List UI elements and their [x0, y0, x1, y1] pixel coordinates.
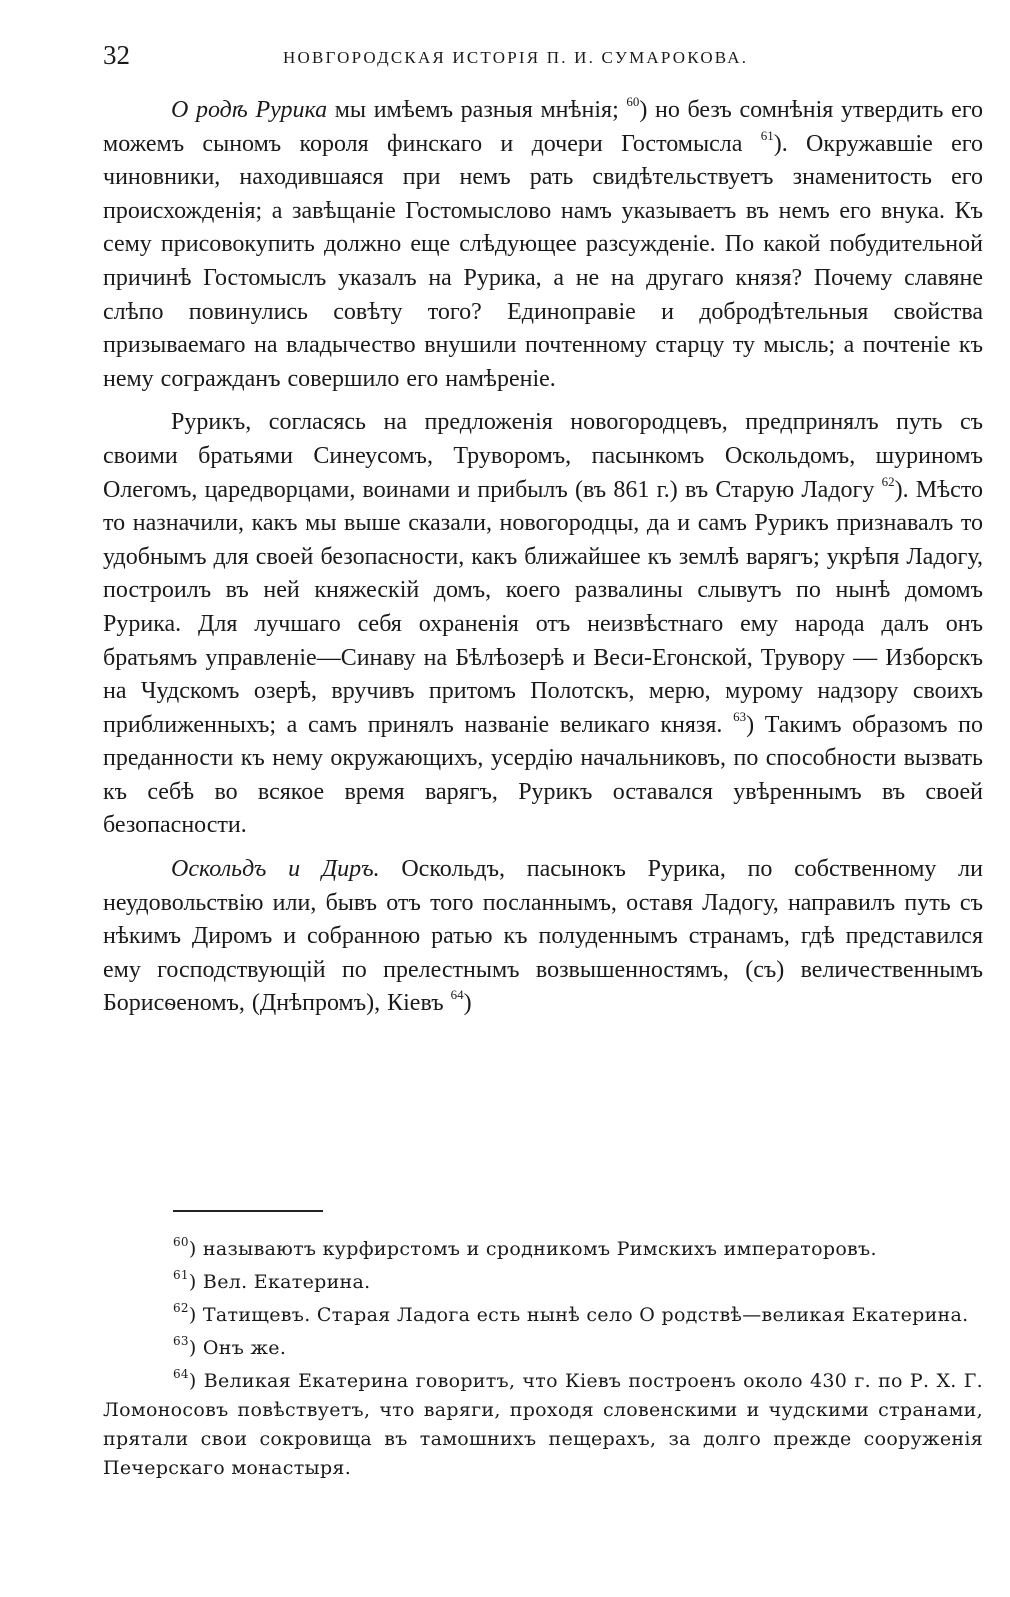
- footnote-ref[interactable]: 60: [626, 94, 640, 109]
- footnote: [103, 1268, 983, 1297]
- footnote-text: ) называютъ курфирстомъ и сродникомъ Римскихъ императоровъ.: [188, 1238, 877, 1260]
- paragraph-gap: [103, 396, 983, 406]
- footnote-text: ) Вел. Екатерина.: [188, 1271, 371, 1293]
- paragraph-gap: [103, 843, 983, 853]
- text-run: ): [463, 990, 472, 1017]
- main-text: [103, 94, 983, 1021]
- text-run: ). Окружавшіе его чиновники, находившаяся при немъ рать свидѣтельствуетъ знаменитость его происхожденія; а завѣщаніе Гостомыслово намъ указываетъ въ немъ его внука. Къ сему присовокупить должно еще слѣдующее разсужденіе. По какой побудительной причинѣ Гостомыслъ указалъ на Рурика, а не на другаго князя? Почему славяне слѣпо повинулись совѣту того? Единоправіе и добродѣтельныя свойства призываемаго на владычество внушили почтенному старцу ту мысль; а почтеніе къ нему согражданъ совершило его намѣреніе.: [103, 130, 983, 392]
- footnote: [103, 1334, 983, 1363]
- footnote: [103, 1301, 983, 1330]
- paragraph-lead: О родѣ Рурика: [171, 97, 328, 123]
- footnote-text: ) Татищевъ. Старая Ладога есть нынѣ село О родствѣ—великая Екатерина.: [188, 1304, 969, 1326]
- text-run: Оскольдъ, пасынокъ Рурика, по собственному ли неудовольствію или, бывъ отъ того посланнымъ, оставя Ладогу, направилъ путь съ нѣкимъ Диромъ и собранною ратью къ полуденнымъ странамъ, гдѣ представился ему господствующій по прелестнымъ возвышенностямъ, (съ) величественнымъ Борисѳеномъ, (Днѣпромъ), Кіевъ: [103, 856, 983, 1017]
- footnote-text: ) Онъ же.: [188, 1337, 287, 1359]
- footnote-number: 64: [173, 1367, 189, 1381]
- running-title: НОВГОРОДСКАЯ ИСТОРІЯ П. И. СУМАРОКОВА.: [283, 48, 749, 67]
- text-run: ) но безъ сомнѣнія утвердить его можемъ сыномъ короля финскаго и дочери Гостомысла: [103, 97, 983, 157]
- book-page: [103, 40, 983, 1479]
- footnote-number: 62: [173, 1301, 189, 1315]
- paragraph: [103, 853, 983, 1021]
- footnotes: [103, 1235, 983, 1487]
- footnote-number: 63: [173, 1334, 189, 1348]
- footnote-ref[interactable]: 64: [450, 987, 464, 1003]
- footnote-ref[interactable]: 63: [733, 708, 747, 724]
- text-run: Рурикъ, согласясь на предложенія новогородцевъ, предпринялъ путь съ своими братьями Синеусомъ, Труворомъ, пасынкомъ Оскольдомъ, шуриномъ Олегомъ, царедворцами, воинами и прибылъ (въ 861 г.) въ Старую Ладогу: [103, 409, 983, 503]
- page-header: [103, 40, 983, 80]
- footnote-separator: [173, 1210, 323, 1212]
- text-run: ). Мѣсто то назначили, какъ мы выше сказали, новогородцы, да и самъ Рурикъ признавалъ то удобнымъ для своей безопасности, какъ ближайшее къ землѣ варягъ; укрѣпя Ладогу, построилъ въ ней княжескій домъ, коего развалины слывутъ по нынѣ домомъ Рурика. Для лучшаго себя охраненія отъ неизвѣстнаго ему народа далъ онъ братьямъ управленіе—Синаву на Бѣлѣозерѣ и Веси-Егонской, Трувору — Изборскъ на Чудскомъ озерѣ, вручивъ притомъ Полотскъ, мерю, мурому надзору своихъ приближенныхъ; а самъ принялъ названіе великаго князя.: [103, 476, 983, 738]
- text-run: мы имѣемъ разныя мнѣнія;: [327, 97, 627, 123]
- paragraph: [103, 94, 983, 396]
- footnote-number: 60: [173, 1235, 189, 1249]
- page-number: 32: [103, 40, 130, 70]
- paragraph-lead: Оскольдъ и Диръ.: [171, 856, 380, 883]
- footnote: [103, 1235, 983, 1264]
- footnote-ref[interactable]: 61: [760, 127, 774, 143]
- text-run: ) Такимъ образомъ по преданности къ нему окружающихъ, усердію начальниковъ, по способности вызвать къ себѣ во всякое время варягъ, Рурикъ оставался увѣреннымъ въ своей безопасности.: [103, 711, 983, 839]
- paragraph: [103, 406, 983, 843]
- footnote-text: ) Великая Екатерина говоритъ, что Кіевъ построенъ около 430 г. по Р. Х. Г. Ломоносовъ повѣствуетъ, что варяги, проходя словенскими и чудскими странами, прятали свои сокровища въ тамошнихъ пещерахъ, за долго прежде сооруженія Печерскаго монастыря.: [103, 1370, 983, 1479]
- footnote-number: 61: [173, 1268, 189, 1282]
- footnote-ref[interactable]: 62: [881, 473, 895, 489]
- footnote: [103, 1367, 983, 1483]
